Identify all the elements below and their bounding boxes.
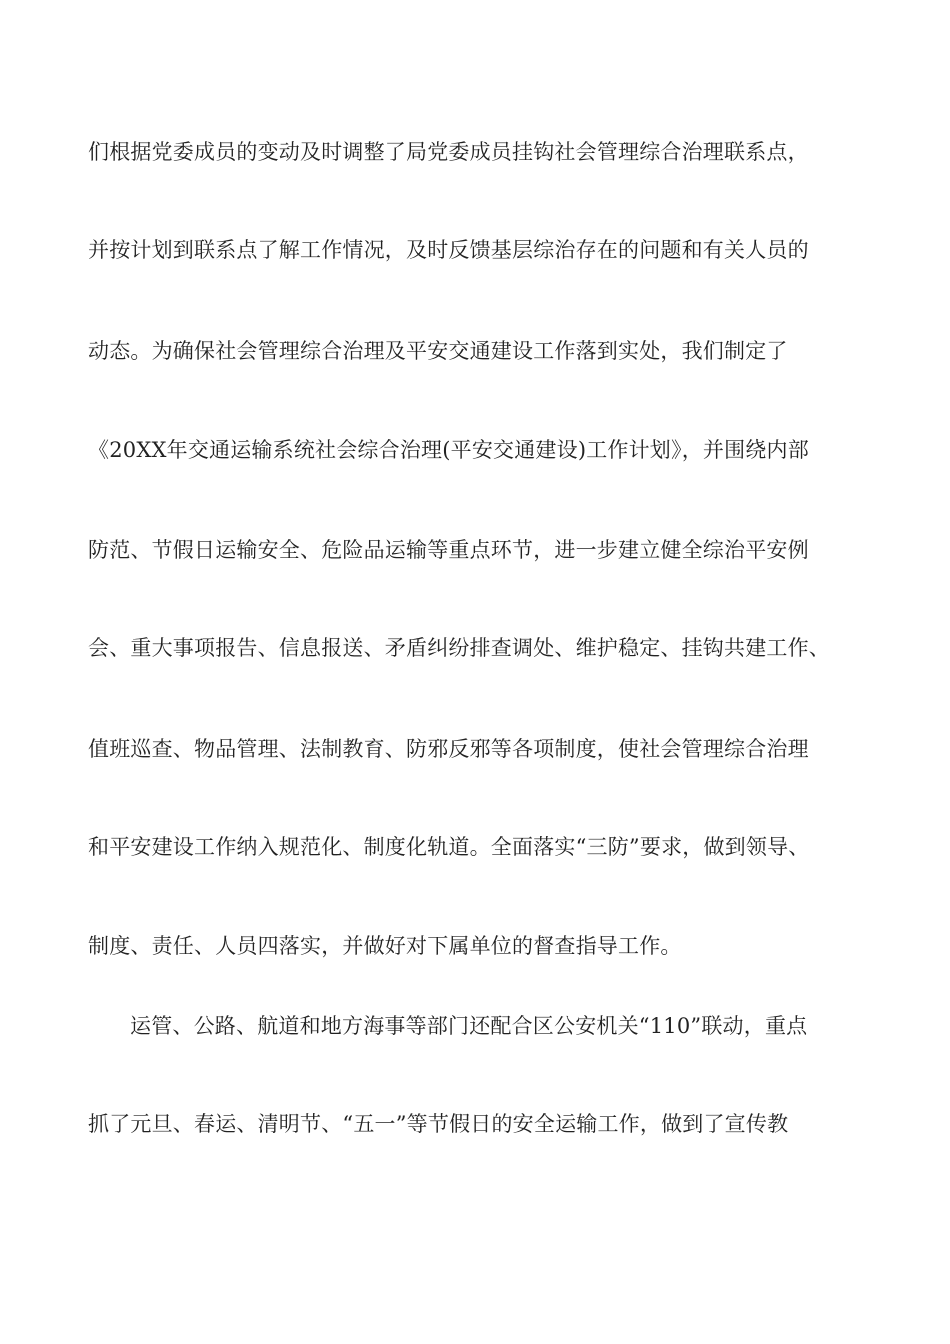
paragraph-line-2: 并按计划到联系点了解工作情况，及时反馈基层综治存在的问题和有关人员的 bbox=[88, 238, 809, 262]
paragraph-line-11: 抓了元旦、春运、清明节、“五一”等节假日的安全运输工作，做到了宣传教 bbox=[88, 1112, 789, 1136]
paragraph-line-8: 和平安建设工作纳入规范化、制度化轨道。全面落实“三防”要求，做到领导、 bbox=[88, 835, 810, 859]
paragraph-line-10: 运管、公路、航道和地方海事等部门还配合区公安机关“110”联动，重点 bbox=[130, 1014, 808, 1038]
paragraph-line-9: 制度、责任、人员四落实，并做好对下属单位的督查指导工作。 bbox=[88, 934, 682, 958]
paragraph-line-6: 会、重大事项报告、信息报送、矛盾纠纷排查调处、维护稳定、挂钩共建工作、 bbox=[88, 636, 830, 660]
paragraph-line-3: 动态。为确保社会管理综合治理及平安交通建设工作落到实处，我们制定了 bbox=[88, 339, 788, 363]
paragraph-line-7: 值班巡查、物品管理、法制教育、防邪反邪等各项制度，使社会管理综合治理 bbox=[88, 737, 809, 761]
paragraph-line-1: 们根据党委成员的变动及时调整了局党委成员挂钩社会管理综合治理联系点， bbox=[88, 140, 809, 164]
paragraph-line-5: 防范、节假日运输安全、危险品运输等重点环节，进一步建立健全综治平安例 bbox=[88, 538, 809, 562]
paragraph-line-4: 《20XX年交通运输系统社会综合治理(平安交通建设)工作计划》，并围绕内部 bbox=[88, 438, 809, 462]
